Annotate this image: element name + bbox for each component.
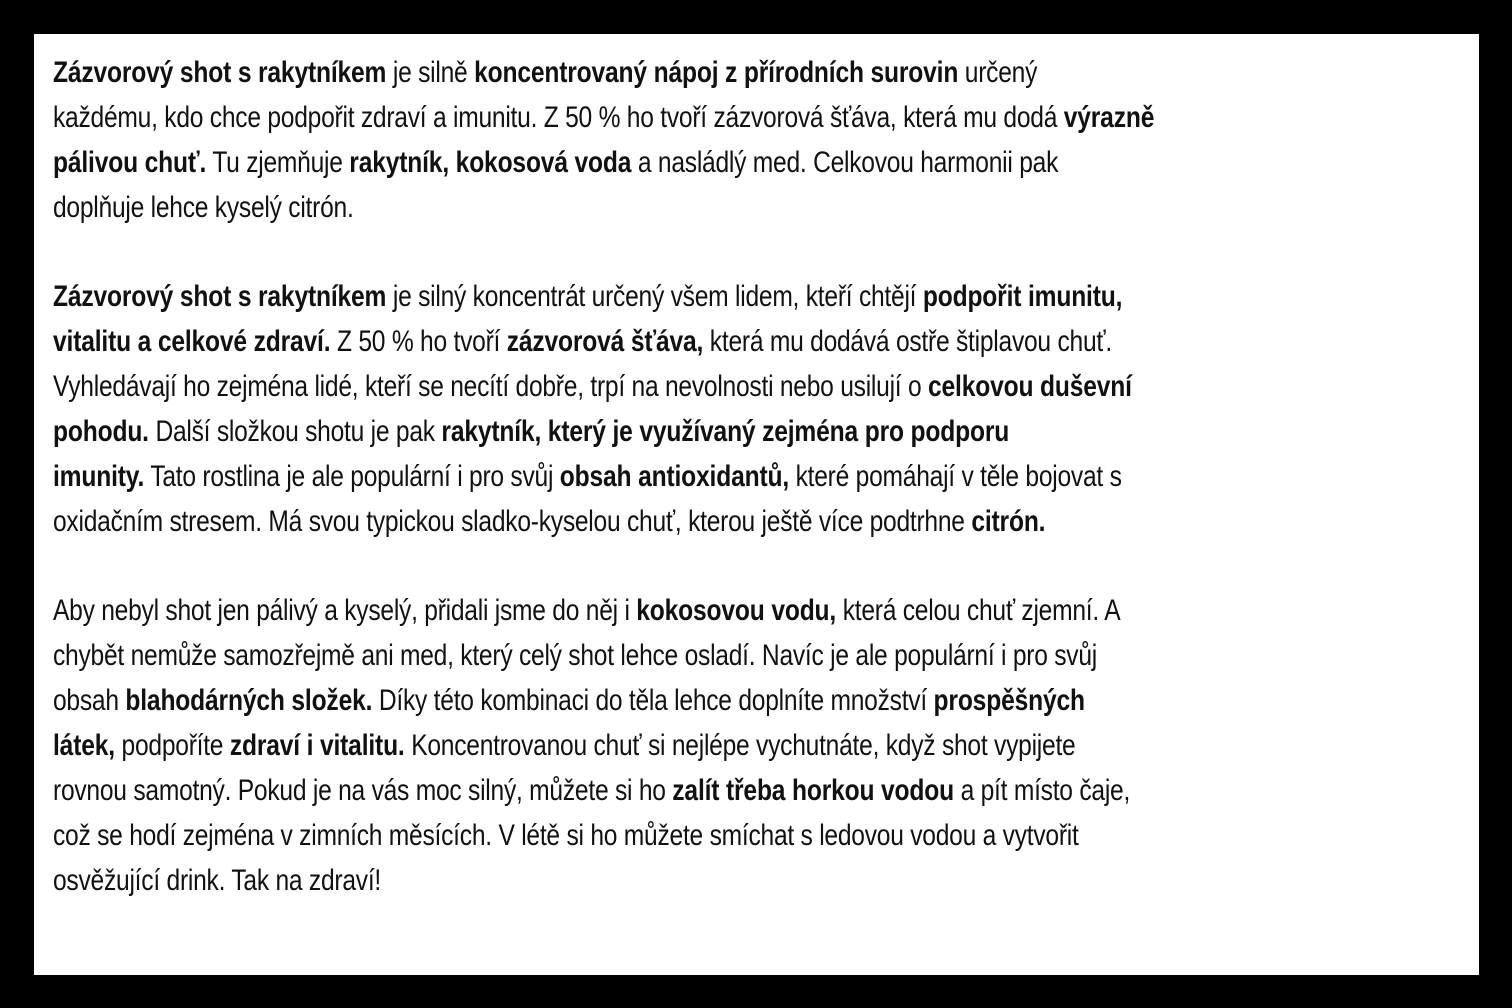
body-text: Z 50 % ho tvoří <box>330 325 507 358</box>
body-text: podpoříte <box>114 729 230 762</box>
body-text: Vyhledávají ho zejména lidé, kteří se necítí dobře, trpí na nevolnosti nebo usilují o <box>53 370 928 403</box>
text-line <box>53 454 1463 499</box>
bold-text: blahodárných složek. <box>125 684 373 717</box>
text-line <box>53 185 1463 230</box>
text-line <box>53 364 1463 409</box>
bold-text: pálivou chuť. <box>53 146 207 179</box>
paragraph-2 <box>53 274 1463 544</box>
bold-text: vitalitu a celkové zdraví. <box>53 325 331 358</box>
text-panel <box>34 34 1479 975</box>
article-body <box>53 50 1461 903</box>
body-text: Další složkou shotu je pak <box>148 415 442 448</box>
bold-text: imunity. <box>53 460 145 493</box>
body-text: což se hodí zejména v zimních měsících. V létě si ho můžete smíchat s ledovou vodou a vytvořit <box>53 819 1079 852</box>
bold-text: zalít třeba horkou vodou <box>672 774 955 807</box>
text-line <box>53 409 1463 454</box>
body-text: obsah <box>53 684 126 717</box>
text-line <box>53 95 1463 140</box>
body-text: každému, kdo chce podpořit zdraví a imunitu. Z 50 % ho tvoří zázvorová šťáva, která mu dodá <box>53 101 1064 134</box>
bold-text: citrón. <box>971 505 1046 538</box>
bold-text: podpořit imunitu, <box>922 280 1123 313</box>
bold-text: pohodu. <box>53 415 149 448</box>
body-text: určený <box>958 56 1038 89</box>
bold-text: látek, <box>53 729 115 762</box>
text-line <box>53 858 1463 903</box>
bold-text: celkovou duševní <box>927 370 1132 403</box>
text-line <box>53 588 1463 633</box>
body-text: oxidačním stresem. Má svou typickou sladko-kyselou chuť, kterou ještě více podtrhne <box>53 505 972 538</box>
text-line <box>53 633 1463 678</box>
bold-text: koncentrovaný nápoj z přírodních surovin <box>474 56 959 89</box>
paragraph-3 <box>53 588 1463 903</box>
bold-text: zdraví i vitalitu. <box>229 729 405 762</box>
body-text: Aby nebyl shot jen pálivý a kyselý, přidali jsme do něj i <box>53 594 637 627</box>
body-text: které pomáhají v těle bojovat s <box>789 460 1122 493</box>
bold-text: zázvorová šťáva, <box>506 325 704 358</box>
bold-text: kokosovou vodu, <box>636 594 837 627</box>
bold-text: Zázvorový shot s rakytníkem <box>53 280 387 313</box>
body-text: Díky této kombinaci do těla lehce doplníte množství <box>372 684 934 717</box>
text-line <box>53 678 1463 723</box>
body-text: je silně <box>386 56 475 89</box>
body-text: a pít místo čaje, <box>954 774 1131 807</box>
body-text: doplňuje lehce kyselý citrón. <box>53 191 354 224</box>
text-line <box>53 140 1463 185</box>
body-text: osvěžující drink. Tak na zdraví! <box>53 864 382 897</box>
body-text: Tu zjemňuje <box>206 146 350 179</box>
text-line <box>53 813 1463 858</box>
bold-text: prospěšných <box>933 684 1085 717</box>
bold-text: Zázvorový shot s rakytníkem <box>53 56 387 89</box>
bold-text: obsah antioxidantů, <box>559 460 790 493</box>
text-line <box>53 768 1463 813</box>
body-text: a nasládlý med. Celkovou harmonii pak <box>631 146 1059 179</box>
body-text: je silný koncentrát určený všem lidem, kteří chtějí <box>386 280 923 313</box>
body-text: která mu dodává ostře štiplavou chuť. <box>703 325 1112 358</box>
body-text: Tato rostlina je ale populární i pro svůj <box>144 460 560 493</box>
bold-text: výrazně <box>1063 101 1155 134</box>
bold-text: rakytník, který je využívaný zejména pro podporu <box>441 415 1010 448</box>
bold-text: rakytník, kokosová voda <box>349 146 632 179</box>
text-line <box>53 499 1463 544</box>
text-line <box>53 50 1463 95</box>
body-text: která celou chuť zjemní. A <box>836 594 1121 627</box>
text-line <box>53 319 1463 364</box>
body-text: chybět nemůže samozřejmě ani med, který celý shot lehce osladí. Navíc je ale populární i pro svůj <box>53 639 1098 672</box>
body-text: Koncentrovanou chuť si nejlépe vychutnáte, když shot vypijete <box>404 729 1076 762</box>
text-line <box>53 274 1463 319</box>
paragraph-1 <box>53 50 1463 230</box>
body-text: rovnou samotný. Pokud je na vás moc silný, můžete si ho <box>53 774 673 807</box>
text-line <box>53 723 1463 768</box>
